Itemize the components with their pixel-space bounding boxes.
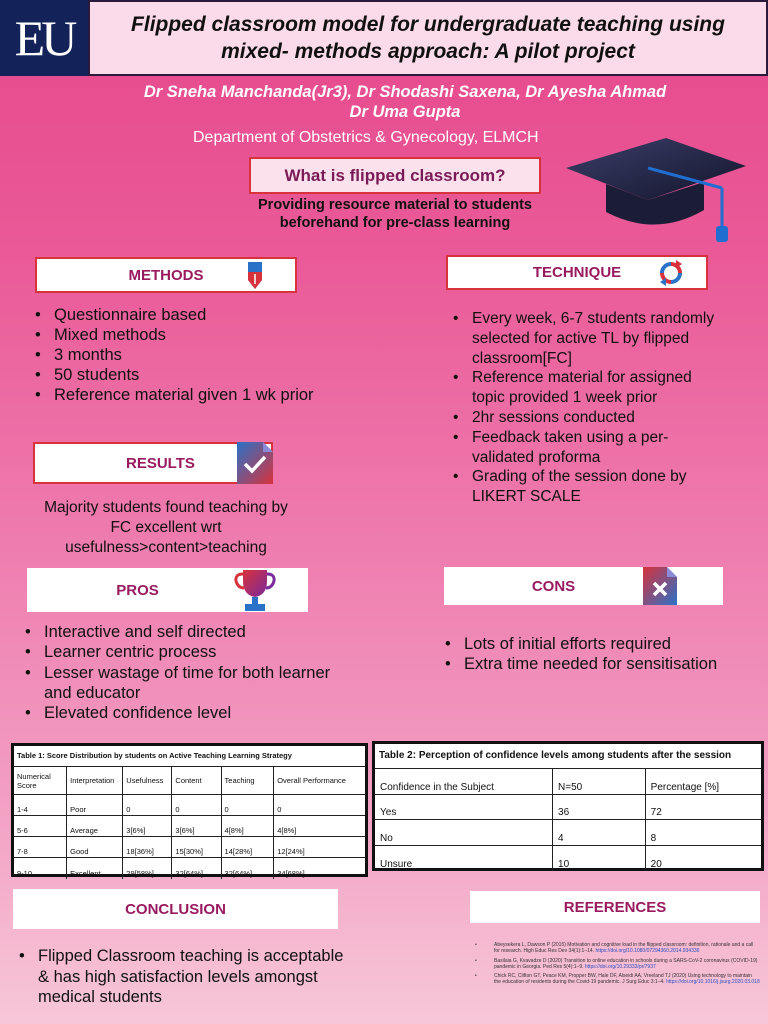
table-cell: No	[375, 820, 553, 846]
table-row	[375, 820, 761, 846]
authors	[100, 82, 710, 122]
table-cell: 5-6	[14, 816, 67, 837]
table-cell: 7-8	[14, 837, 67, 858]
authors-line-2: Dr Uma Gupta	[349, 103, 461, 121]
cons-heading-text: CONS	[531, 577, 576, 595]
table-header-cell: Percentage [%]	[645, 769, 761, 795]
table-row	[14, 858, 365, 879]
list-item: • 2hr sessions conducted	[448, 408, 728, 428]
table-cell: 0	[123, 795, 172, 816]
list-item: • Lesser wastage of time for both learner and educator	[20, 663, 350, 704]
pros-heading-text: PROS	[116, 581, 159, 599]
table-cell: 32[64%]	[172, 858, 221, 879]
table-cell: 34[68%]	[274, 858, 365, 879]
table-header-cell: Confidence in the Subject	[375, 769, 553, 795]
authors-line-1: Dr Sneha Manchanda(Jr3), Dr Shodashi Saxena, Dr Ayesha Ahmad	[143, 83, 667, 101]
list-item: • Feedback taken using a per-validated proforma	[448, 428, 728, 468]
conclusion-list	[14, 946, 344, 1008]
poster-title-text: Flipped classroom model for undergraduate teaching using mixed- methods approach: A pilot project	[131, 13, 725, 63]
logo-text: EU	[14, 10, 74, 66]
conclusion-heading	[13, 889, 338, 929]
technique-heading-text: TECHNIQUE	[532, 264, 622, 281]
reference-item: • Chick RC, Clifton GT, Peace KM, Propper BW, Hale DF, Alseidi AA, Vreeland TJ (2020) Using technology to maintain the education of residents during the Covid-19 pandemic. J Surg Educ 3:1–4. https://doi.org/10.1016/j.jsurg.2020.03.018	[470, 973, 760, 986]
table-cell: 8	[645, 820, 761, 846]
what-heading-text: What is flipped classroom?	[284, 165, 506, 185]
table-cell: 9-10	[14, 858, 67, 879]
list-item: • 50 students	[30, 365, 320, 385]
table-cell: Yes	[375, 794, 553, 820]
results-text: Majority students found teaching by FC excellent wrt usefulness>content>teaching	[44, 499, 288, 556]
table-header-cell: Numerical Score	[14, 767, 67, 795]
table-cell: 4[8%]	[221, 816, 274, 837]
table-header-cell: Overall Performance	[274, 767, 365, 795]
references-heading-text: REFERENCES	[563, 898, 667, 916]
table-2-caption: Table 2: Perception of confidence levels among students after the session	[379, 750, 732, 761]
references-heading	[470, 891, 760, 923]
table-cell: 29[58%]	[123, 858, 172, 879]
table-cell: 1-4	[14, 795, 67, 816]
cons-heading	[444, 567, 723, 605]
list-item: • Reference material given 1 wk prior	[30, 385, 320, 405]
close-document-icon	[643, 567, 677, 605]
table-cell: Good	[67, 837, 123, 858]
poster-title	[88, 0, 768, 76]
table-cell: 4	[553, 820, 646, 846]
department: Department of Obstetrics & Gynecology, ELMCH	[193, 129, 539, 146]
list-item: • Every week, 6-7 students randomly selected for active TL by flipped classroom[FC]	[448, 309, 728, 368]
table-1	[11, 743, 368, 877]
what-definition: Providing resource material to students beforehand for pre-class learning	[258, 197, 532, 231]
reference-item: • Abeysekera L, Dawson P (2015) Motivation and cognitive load in the flipped classroom: definition, rationale and a call for research. High Educ Res Dev 34(1):1–14. https://doi.org/10.1080/07294360.2014.934336	[470, 942, 760, 955]
list-item: • Extra time needed for sensitisation	[440, 654, 740, 674]
technique-list	[448, 309, 728, 507]
table-cell: 10	[553, 845, 646, 871]
table-header-cell: Teaching	[221, 767, 274, 795]
reference-link[interactable]: https://doi.org/10.29333/pr/7937	[584, 963, 656, 970]
table-header-row	[375, 769, 761, 795]
table-2	[372, 741, 764, 871]
list-item: • Reference material for assigned topic provided 1 week prior	[448, 368, 728, 408]
table-cell: 36	[553, 794, 646, 820]
methods-heading-text: METHODS	[128, 266, 204, 284]
table-row	[14, 795, 365, 816]
list-item: • Flipped Classroom teaching is acceptable & has high satisfaction levels amongst medical students	[14, 946, 344, 1008]
table-row	[375, 845, 761, 871]
table-cell: 14[28%]	[221, 837, 274, 858]
list-item: • Interactive and self directed	[20, 622, 350, 642]
reference-item: • Basilaia G, Kvavadze D (2020) Transition to online education in schools during a SARS-CoV-2 coronavirus (COVID-19) pandemic in Georgia. Ped Res 5(4):1–9. https://doi.org/10.29333/pr/7937	[470, 958, 760, 971]
methods-heading	[35, 257, 297, 293]
table-cell: 15[30%]	[172, 837, 221, 858]
references-list	[470, 942, 760, 989]
table-cell: 0	[274, 795, 365, 816]
table-header-cell: Content	[172, 767, 221, 795]
table-header-row	[14, 767, 365, 795]
table-cell: 72	[645, 794, 761, 820]
list-item: • Elevated confidence level	[20, 703, 350, 723]
table-header-cell: Usefulness	[123, 767, 172, 795]
confidence-levels-table	[375, 768, 761, 871]
pen-icon	[245, 260, 265, 290]
pros-list	[20, 622, 350, 723]
table-cell: 0	[172, 795, 221, 816]
list-item: • Grading of the session done by LIKERT SCALE	[448, 467, 728, 507]
table-cell: 0	[221, 795, 274, 816]
technique-heading	[446, 255, 708, 290]
score-distribution-table	[14, 766, 365, 879]
methods-list	[30, 305, 320, 405]
table-cell: Unsure	[375, 845, 553, 871]
table-cell: 20	[645, 845, 761, 871]
table-1-caption: Table 1: Score Distribution by students on Active Teaching Learning Strategy	[17, 751, 292, 760]
table-cell: 32[64%]	[221, 858, 274, 879]
list-item: • 3 months	[30, 345, 320, 365]
what-is-flipped-classroom-heading	[249, 157, 541, 194]
table-row	[375, 794, 761, 820]
conclusion-heading-text: CONCLUSION	[125, 900, 226, 918]
table-cell: 3[6%]	[172, 816, 221, 837]
list-item: • Lots of initial efforts required	[440, 634, 740, 654]
refresh-cycle-icon	[656, 258, 686, 288]
reference-link[interactable]: https://doi.org/10.1016/j.jsurg.2020.03.018	[666, 979, 760, 986]
table-cell: 12[24%]	[274, 837, 365, 858]
reference-link[interactable]: https://doi.org/10.1080/07294360.2014.934336	[595, 948, 700, 955]
table-cell: 4[8%]	[274, 816, 365, 837]
graduation-cap-icon	[566, 138, 746, 242]
table-row	[14, 837, 365, 858]
checkmark-document-icon	[237, 442, 273, 484]
table-cell: Average	[67, 816, 123, 837]
list-item: • Questionnaire based	[30, 305, 320, 325]
results-heading-text: RESULTS	[126, 454, 195, 472]
cons-list	[440, 634, 740, 674]
table-header-cell: Interpretation	[67, 767, 123, 795]
table-cell: Poor	[67, 795, 123, 816]
list-item: • Learner centric process	[20, 642, 350, 662]
trophy-icon	[232, 567, 278, 613]
eu-logo	[0, 0, 88, 76]
table-header-cell: N=50	[553, 769, 646, 795]
table-row	[14, 816, 365, 837]
table-cell: 3[6%]	[123, 816, 172, 837]
table-cell: 18[36%]	[123, 837, 172, 858]
list-item: • Mixed methods	[30, 325, 320, 345]
table-cell: Excellent	[67, 858, 123, 879]
